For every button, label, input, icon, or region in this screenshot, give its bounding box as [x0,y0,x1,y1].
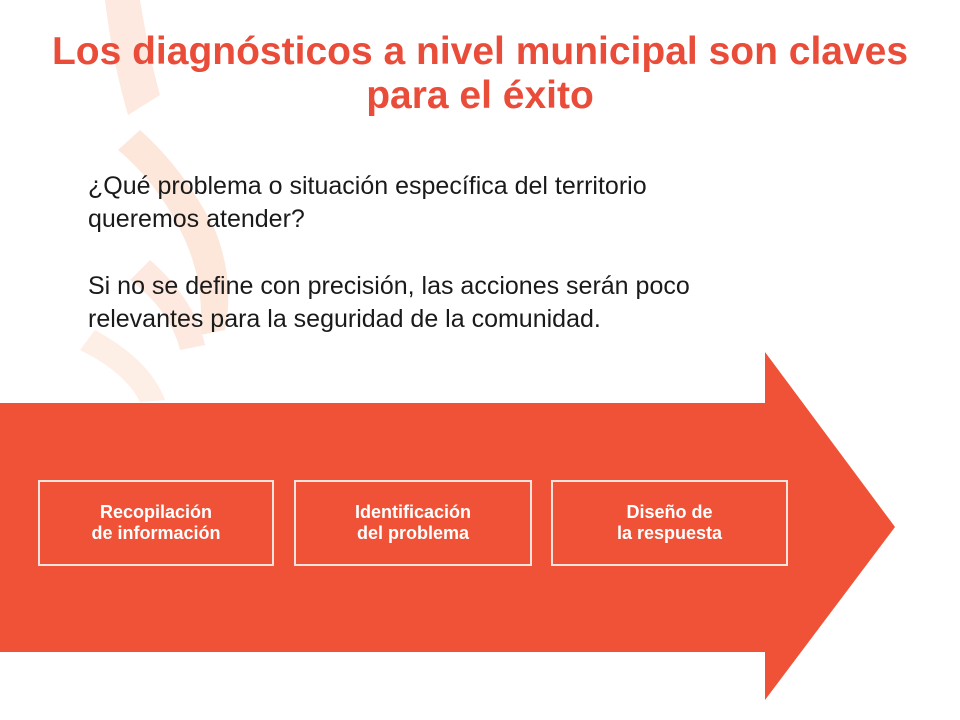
step-label: Identificación del problema [354,502,471,543]
step-box-diseno [551,480,788,566]
page-title: Los diagnósticos a nivel municipal son claves para el éxito [51,30,909,117]
step-label: Diseño de la respuesta [616,502,723,543]
step-label: Recopilación de información [91,502,221,543]
step-box-recopilacion [38,480,274,566]
warning-text: Si no se define con precisión, las acciones serán poco relevantes para la seguridad de la comunidad. [88,272,690,333]
step-box-identificacion [294,480,532,566]
question-text: ¿Qué problema o situación específica del territorio queremos atender? [88,172,647,233]
